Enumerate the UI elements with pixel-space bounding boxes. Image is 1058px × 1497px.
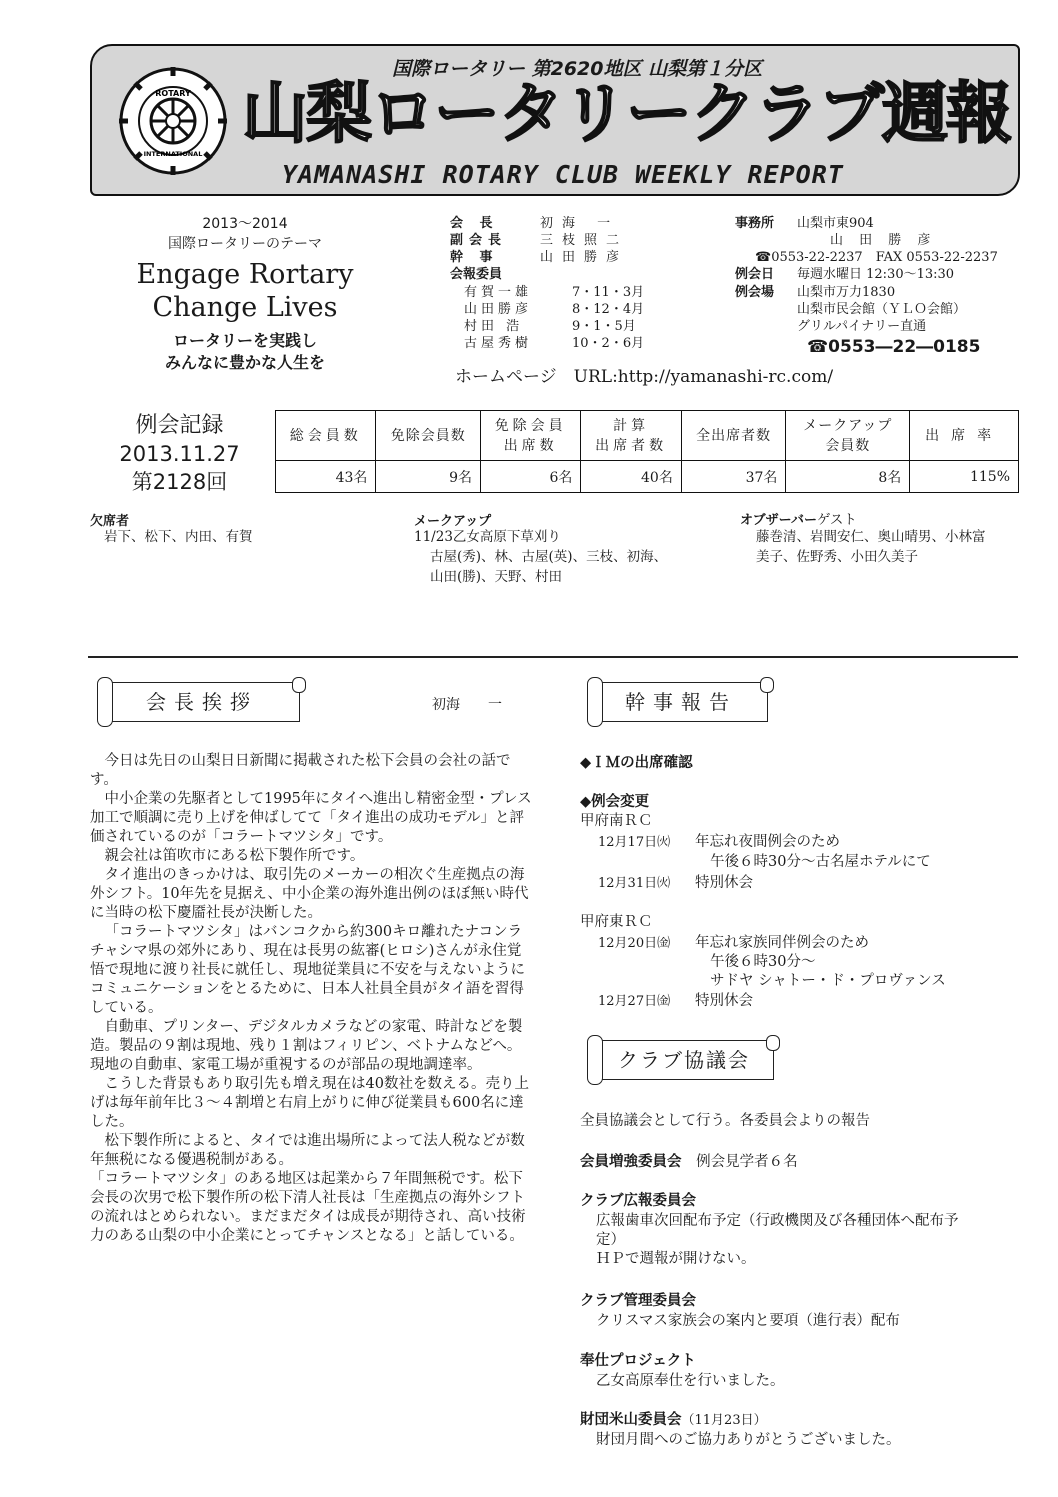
foundation-date: （11月23日） <box>681 1413 767 1428</box>
schedule-date: 12月31日㈫ <box>598 876 671 891</box>
greeting-paragraph: 「コラートマツシタ」のある地区は起業から７年間無税です。松下会長の次男で松下製作所の松下清人社長は「生産拠点の海外シフトの流れはとめられない。まだまだタイは成長が期待され、高い技術力のある山梨の中小企業にとってチャンスとなる」と話している。 <box>90 1171 526 1244</box>
attendance-table <box>275 410 1019 493</box>
attendance-header: 全出席者数 <box>681 411 786 461</box>
secretary-report-heading-text: 幹事報告 <box>625 690 737 714</box>
greeting-author: 初海 一 <box>432 697 502 713</box>
makeup-label: メークアップ <box>414 514 492 529</box>
office-tel-fax: ☎0553-22-2237 FAX 0553-22-2237 <box>755 250 998 265</box>
attendance-value: 43名 <box>276 461 376 493</box>
absentees-list: 岩下、松下、内田、有賀 <box>104 529 253 545</box>
committee-member-name: 村田 浩 <box>464 319 524 334</box>
greeting-paragraph: 自動車、プリンター、デジタルカメラなどの家電、時計などを製造。製品の９割は現地、残り１割はフィリピン、ベトナムなどへ。現地の自動車、家電工場が重視するのが部品の現地調達率。 <box>90 1019 523 1073</box>
theme-english-line1: Engage Rortary <box>136 259 354 290</box>
meeting-number: 第2128回 <box>131 470 228 494</box>
attendance-value: 37名 <box>681 461 786 493</box>
office-label: 事務所 <box>735 216 775 231</box>
office-info-block <box>735 216 1025 358</box>
homepage-url[interactable]: ホームページ URL:http://yamanashi-rc.com/ <box>455 367 834 387</box>
attendance-header: 免除会員 出席数 <box>480 411 580 461</box>
meeting-record-block <box>92 412 267 496</box>
officer-name: 三枝照二 <box>540 233 629 248</box>
greeting-paragraph: タイ進出のきっかけは、取引先のメーカーの相次ぐ生産拠点の海外シフト。10年先を見据え、中小企業の海外進出例のほぼ無い時代に当時の松下慶靥社長が決断した。 <box>90 867 529 921</box>
attendance-header: メークアップ 会員数 <box>786 411 910 461</box>
membership-row <box>580 1153 798 1172</box>
committee-member-months: 8・12・4月 <box>572 302 645 317</box>
officer-role: 副会長 <box>450 233 508 248</box>
attendance-header: 免除会員数 <box>376 411 481 461</box>
attendance-value: 40名 <box>581 461 681 493</box>
attendance-value: 6名 <box>480 461 580 493</box>
service-project-label: 奉仕プロジェクト <box>580 1353 696 1369</box>
schedule-text: 午後６時30分～ <box>710 954 816 970</box>
committee-member-months: 9・1・5月 <box>572 319 636 334</box>
attendance-header-row <box>276 411 1019 461</box>
newsletter-title: 山梨ロータリークラブ週報 <box>242 75 1010 152</box>
schedule-text: 年忘れ家族同伴例会のため <box>695 935 869 951</box>
membership-committee-label: 会員増強委員会 <box>580 1154 682 1170</box>
club-council-heading <box>594 1040 774 1080</box>
president-greeting-heading-text: 会長挨拶 <box>146 690 258 714</box>
theme-label: 国際ロータリーのテーマ <box>168 236 322 252</box>
absentees-label: 欠席者 <box>90 514 130 529</box>
venue-note: グリルパイナリー直通 <box>797 319 927 334</box>
meeting-record-title: 例会記録 <box>135 413 224 438</box>
attendance-value: 9名 <box>376 461 481 493</box>
officer-name: 初海 一 <box>540 216 620 231</box>
venue-phone: ☎0553―22―0185 <box>807 337 981 357</box>
schedule-date: 12月17日㈫ <box>598 835 671 850</box>
district-subtitle: 国際ロータリー 第2620地区 山梨第１分区 <box>392 58 763 80</box>
council-intro: 全員協議会として行う。各委員会よりの報告 <box>580 1113 870 1129</box>
attendance-value: 8名 <box>786 461 910 493</box>
observers-line1: 藤巻清、岩間安仁、奥山晴男、小林富 <box>756 529 986 545</box>
schedule-date: 12月27日㈮ <box>598 994 671 1009</box>
makeup-line2: 古屋(秀)、林、古屋(英)、三枝、初海、 <box>430 549 668 565</box>
office-contact-name: 山 田 勝 彦 <box>830 233 937 248</box>
venue-label: 例会場 <box>735 285 775 300</box>
attendance-value-row <box>276 461 1019 493</box>
theme-japanese-line2: みんなに豊かな人生を <box>164 353 325 372</box>
pr-committee-text: 定） <box>596 1232 625 1248</box>
committee-member-name: 有賀一雄 <box>464 285 533 300</box>
venue-address: 山梨市万力1830 <box>797 285 896 300</box>
attendance-header: 計算 出席者数 <box>581 411 681 461</box>
secretary-report-heading <box>594 682 768 722</box>
schedule-text: 午後６時30分～古名屋ホテルにて <box>710 854 931 870</box>
schedule-text: サドヤ シャトー・ド・プロヴァンス <box>710 973 946 989</box>
schedule-text: 特別休会 <box>695 875 753 891</box>
section-divider <box>88 656 1018 658</box>
pr-committee-label: クラブ広報委員会 <box>580 1193 696 1209</box>
logo-text-top: ROTARY <box>155 89 191 98</box>
officer-role: 幹 事 <box>450 250 499 265</box>
greeting-paragraph: 親会社は笛吹市にある松下製作所です。 <box>104 848 365 864</box>
ri-theme-block <box>110 214 380 374</box>
foundation-row <box>580 1411 767 1430</box>
observers-guest-label: ゲスト <box>816 512 857 528</box>
rotary-wheel-logo <box>118 66 228 176</box>
venue-name: 山梨市民会館（ＹＬＯ会館） <box>797 302 967 317</box>
president-greeting-body <box>90 752 535 1246</box>
greeting-paragraph: こうした背景もあり取引先も増え現在は40数社を数える。売り上げは毎年前年比３～４割増と右肩上がりに伸び従業員も600名に達した。 <box>90 1076 529 1130</box>
foundation-committee-label: 財団米山委員会 <box>580 1412 682 1428</box>
admin-committee-label: クラブ管理委員会 <box>580 1293 696 1309</box>
attendance-header: 出席率 <box>910 411 1019 461</box>
pr-committee-text: ＨＰで週報が開けない。 <box>596 1251 756 1267</box>
theme-year: 2013～2014 <box>202 216 288 232</box>
committee-member-months: 7・11・3月 <box>572 285 645 300</box>
committee-label: 会報委員 <box>450 267 503 282</box>
committee-member-months: 10・2・6月 <box>572 336 645 351</box>
theme-japanese-line1: ロータリーを実践し <box>172 331 317 350</box>
admin-committee-text: クリスマス家族会の案内と要項（進行表）配布 <box>596 1313 900 1329</box>
schedule-text: 特別休会 <box>695 993 753 1009</box>
officer-role: 会 長 <box>450 216 499 231</box>
attendance-value: 115% <box>910 461 1019 493</box>
meeting-day-label: 例会日 <box>735 267 775 282</box>
observers-heading <box>740 508 857 528</box>
makeup-line3: 山田(勝)、天野、村田 <box>430 569 563 585</box>
masthead-banner <box>90 44 1020 196</box>
observers-label: オブザーバー <box>740 513 817 528</box>
officers-block <box>450 216 710 356</box>
schedule-change-heading: ◆例会変更 <box>580 794 650 810</box>
makeup-line1: 11/23乙女高原下草刈り <box>414 529 561 545</box>
im-attendance-check: ◆ＩＭの出席確認 <box>580 755 693 771</box>
greeting-paragraph: 「コラートマツシタ」はバンコクから約300キロ離れたナコンラチャシマ県の郊外にあり、現在は長男の紘審(ヒロシ)さんが永住覚悟で現地に渡り社長に就任し、現地従業員に不安を与えないようにコミュニケーションをとるために、日本人社員全員がタイ語を習得している。 <box>90 924 525 1016</box>
foundation-text: 財団月間へのご協力ありがとうございました。 <box>596 1432 901 1448</box>
club-council-heading-text: クラブ協議会 <box>618 1048 750 1072</box>
club-kofu-higashi: 甲府東ＲＣ <box>580 914 653 930</box>
greeting-paragraph: 今日は先日の山梨日日新聞に掲載された松下会員の会社の話です。 <box>90 753 511 788</box>
service-project-text: 乙女高原奉仕を行いました。 <box>596 1373 785 1389</box>
pr-committee-text: 広報歯車次回配布予定（行政機関及び各種団体へ配布予 <box>596 1213 959 1229</box>
meeting-date: 2013.11.27 <box>119 442 240 466</box>
meeting-day: 毎週水曜日 12:30～13:30 <box>797 267 955 282</box>
membership-committee-text: 例会見学者６名 <box>696 1154 798 1170</box>
officer-name: 山田勝彦 <box>540 250 629 265</box>
committee-member-name: 山田勝彦 <box>464 302 533 317</box>
president-greeting-heading <box>104 682 300 722</box>
schedule-text: 年忘れ夜間例会のため <box>695 834 840 850</box>
theme-english-line2: Change Lives <box>152 292 338 323</box>
attendance-header: 総会員数 <box>276 411 376 461</box>
newsletter-title-english: YAMANASHI ROTARY CLUB WEEKLY REPORT <box>282 160 844 189</box>
logo-text-bottom: INTERNATIONAL <box>143 150 203 158</box>
greeting-paragraph: 中小企業の先駆者として1995年にタイへ進出し精密金型・プレス加工で順調に売り上げを伸ばしてて「タイ進出の成功モデル」と評価されているのが「コラートマツシタ」です。 <box>90 791 532 845</box>
observers-line2: 美子、佐野秀、小田久美子 <box>756 549 918 565</box>
office-address: 山梨市東904 <box>797 216 874 231</box>
schedule-date: 12月20日㈮ <box>598 936 671 951</box>
committee-member-name: 古屋秀樹 <box>464 336 533 351</box>
club-kofu-minami: 甲府南ＲＣ <box>580 813 653 829</box>
greeting-paragraph: 松下製作所によると、タイでは進出場所によって法人税などが数年無税になる優遇税制がある。 <box>90 1133 525 1168</box>
